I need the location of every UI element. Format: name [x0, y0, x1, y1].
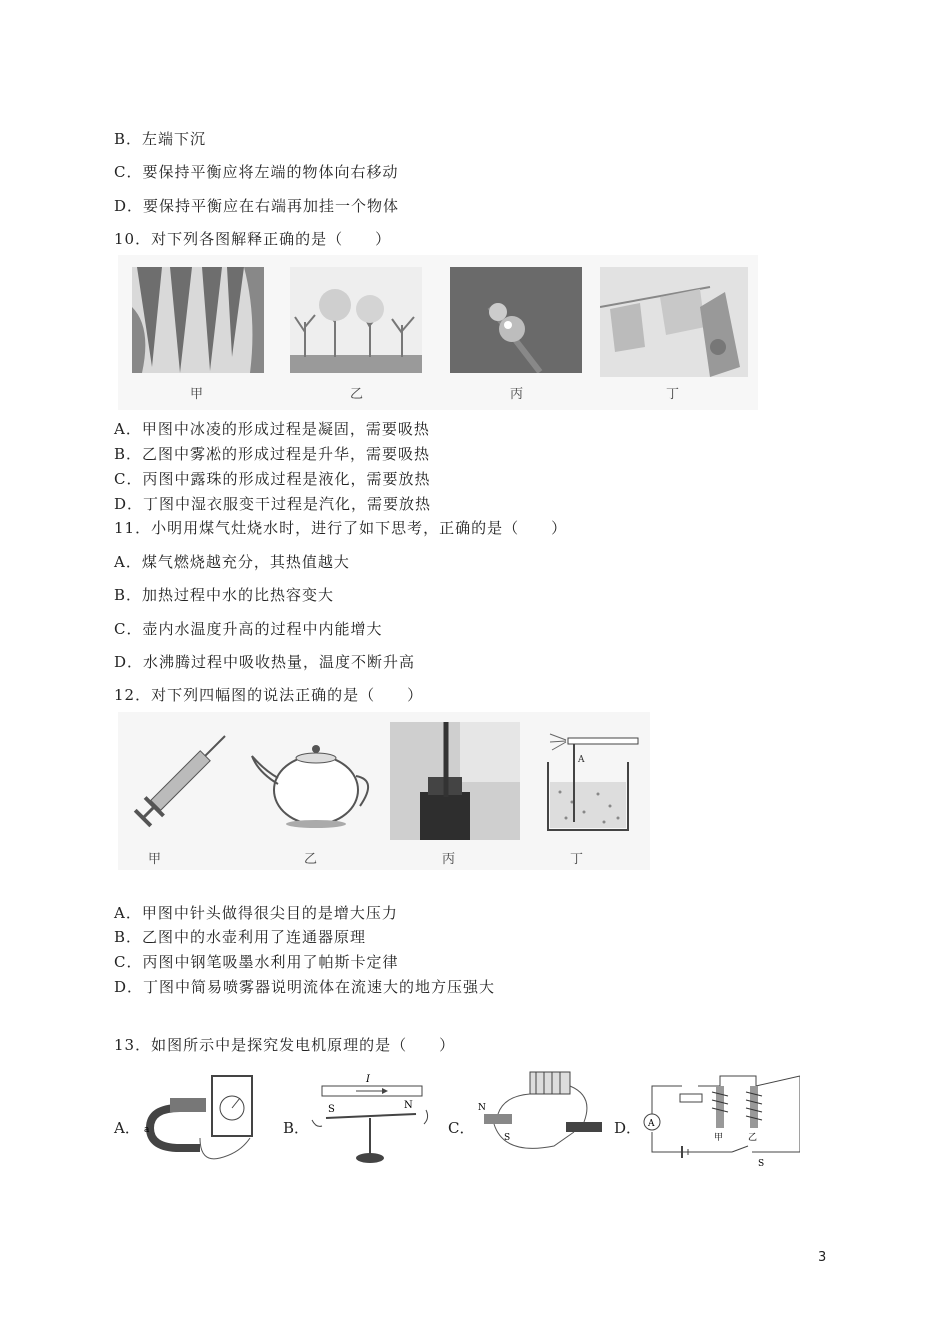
q12-pen-ink-photo [390, 722, 520, 840]
page-number: 3 [818, 1250, 827, 1265]
q12-option-c: C．丙图中钢笔吸墨水利用了帕斯卡定律 [114, 953, 399, 971]
q10-caption-3: 丙 [510, 387, 524, 402]
q12-sprayer-label-a: A [578, 755, 585, 765]
q9-option-c: C．要保持平衡应将左端的物体向右移动 [114, 163, 399, 181]
q11-option-a: A．煤气燃烧越充分，其热值越大 [114, 553, 350, 571]
q13-c-north-label: N [478, 1103, 486, 1113]
q12-caption-3: 丙 [442, 852, 456, 867]
q13-b-south-label: S [328, 1104, 335, 1115]
q13-d-coil1-label: 甲 [714, 1133, 724, 1143]
q11-stem: 11．小明用煤气灶烧水时，进行了如下思考，正确的是（ ） [114, 519, 568, 537]
q12-teapot-drawing [248, 722, 380, 832]
q13-figure-c [474, 1066, 614, 1166]
q13-d-switch-label: S [758, 1159, 765, 1166]
q12-caption-2: 乙 [304, 852, 318, 867]
q13-a-label: a [144, 1125, 150, 1135]
q13-option-a-letter: A． [114, 1119, 140, 1137]
q10-caption-1: 甲 [190, 387, 204, 402]
q13-stem: 13．如图所示中是探究发电机原理的是（ ） [114, 1036, 456, 1054]
q10-caption-4: 丁 [666, 387, 680, 402]
q12-figure-strip [118, 712, 650, 870]
q9-option-b: B．左端下沉 [114, 130, 207, 148]
q12-syringe-drawing [124, 722, 244, 832]
q12-stem: 12．对下列四幅图的说法正确的是（ ） [114, 686, 424, 704]
q11-option-b: B．加热过程中水的比热容变大 [114, 586, 335, 604]
q10-figure-strip [118, 255, 758, 410]
q10-photo-dew [450, 267, 582, 373]
q12-sprayer-diagram [538, 722, 646, 840]
q10-stem: 10．对下列各图解释正确的是（ ） [114, 230, 392, 248]
q10-photo-icicles [132, 267, 264, 373]
q10-option-c: C．丙图中露珠的形成过程是液化，需要放热 [114, 470, 431, 488]
q12-option-b: B．乙图中的水壶利用了连通器原理 [114, 928, 367, 946]
q11-option-d: D．水沸腾过程中吸收热量，温度不断升高 [114, 653, 416, 671]
q13-b-north-label: N [404, 1100, 413, 1111]
q13-b-current-label: I [366, 1074, 370, 1085]
q10-option-a: A．甲图中冰凌的形成过程是凝固，需要吸热 [114, 420, 430, 438]
q13-option-b-letter: B． [283, 1119, 310, 1137]
q10-option-b: B．乙图中雾凇的形成过程是升华，需要吸热 [114, 445, 431, 463]
q10-caption-2: 乙 [350, 387, 364, 402]
q12-option-a: A．甲图中针头做得很尖目的是增大压力 [114, 904, 398, 922]
q9-option-d: D．要保持平衡应在右端再加挂一个物体 [114, 197, 400, 215]
q13-figure-d [640, 1066, 800, 1166]
q13-c-south-label: S [504, 1133, 511, 1143]
q12-caption-4: 丁 [570, 852, 584, 867]
q10-option-d: D．丁图中湿衣服变干过程是汽化，需要放热 [114, 495, 432, 513]
q13-d-ammeter-label: A [648, 1119, 655, 1129]
q13-figure-b [306, 1066, 436, 1166]
q12-option-d: D．丁图中简易喷雾器说明流体在流速大的地方压强大 [114, 978, 496, 996]
q13-d-coil2-label: 乙 [748, 1133, 758, 1143]
q11-option-c: C．壶内水温度升高的过程中内能增大 [114, 620, 383, 638]
q13-figure-a [140, 1068, 270, 1168]
q13-option-d-letter: D． [614, 1119, 642, 1137]
q10-photo-laundry [600, 267, 748, 377]
q13-option-c-letter: C． [448, 1119, 475, 1137]
q10-photo-rime-trees [290, 267, 422, 373]
q12-caption-1: 甲 [148, 852, 162, 867]
